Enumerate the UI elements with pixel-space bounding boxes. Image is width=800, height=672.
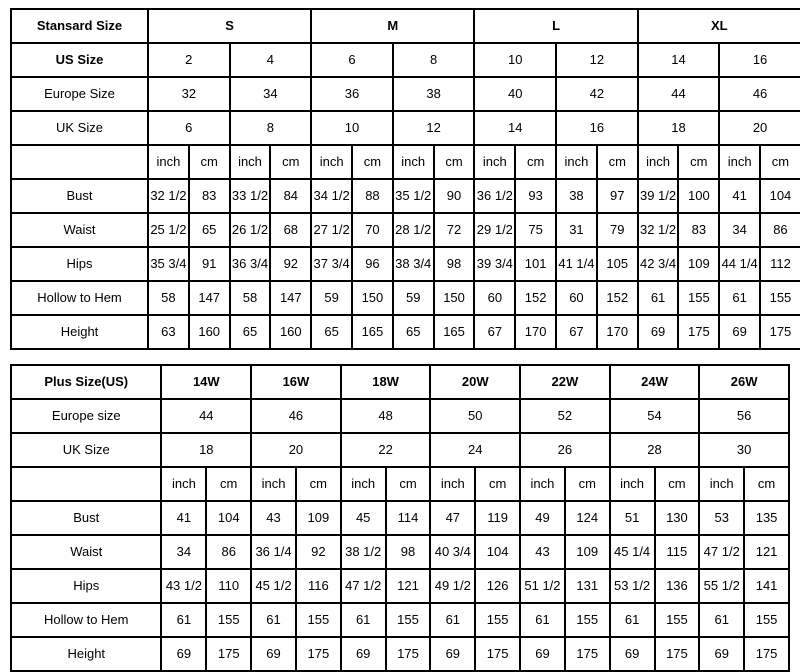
unit-cell-15: cm	[760, 145, 800, 179]
unit-cell-3: cm	[270, 145, 311, 179]
group-header-24w: 24W	[610, 365, 700, 399]
cell-plus-hips-0: 43 1/2	[161, 569, 206, 603]
cell-plus-uk-0: 18	[161, 433, 251, 467]
plus-unit-cell-2: inch	[251, 467, 296, 501]
cell-plus-bust-1: 104	[206, 501, 251, 535]
cell-waist-15: 86	[760, 213, 800, 247]
group-header-l: L	[474, 9, 637, 43]
unit-cell-11: cm	[597, 145, 638, 179]
unit-cell-14: inch	[719, 145, 760, 179]
unit-cell-6: inch	[393, 145, 434, 179]
unit-cell-10: inch	[556, 145, 597, 179]
unit-cell-0: inch	[148, 145, 189, 179]
plus-unit-cell-3: cm	[296, 467, 341, 501]
cell-plus-height-6: 69	[430, 637, 475, 671]
table-row	[11, 603, 789, 637]
row-label-europe-size: Europe Size	[11, 77, 148, 111]
cell-plus-hollow-8: 61	[520, 603, 565, 637]
table-row	[11, 399, 789, 433]
cell-plus-hips-1: 110	[206, 569, 251, 603]
cell-hips-15: 112	[760, 247, 800, 281]
cell-bust-13: 100	[678, 179, 719, 213]
cell-plus-hips-4: 47 1/2	[341, 569, 386, 603]
plus-size-table	[10, 364, 790, 672]
cell-plus-bust-3: 109	[296, 501, 341, 535]
cell-plus-uk-2: 22	[341, 433, 431, 467]
cell-us-size-5: 12	[556, 43, 638, 77]
table-row	[11, 315, 800, 349]
unit-cell-13: cm	[678, 145, 719, 179]
cell-plus-bust-9: 124	[565, 501, 610, 535]
cell-plus-uk-5: 28	[610, 433, 700, 467]
cell-hollow-4: 59	[311, 281, 352, 315]
cell-us-size-1: 4	[230, 43, 312, 77]
cell-plus-bust-12: 53	[699, 501, 744, 535]
cell-height-7: 165	[434, 315, 475, 349]
cell-hollow-3: 147	[270, 281, 311, 315]
cell-plus-hips-7: 126	[475, 569, 520, 603]
cell-plus-hollow-7: 155	[475, 603, 520, 637]
cell-plus-height-11: 175	[655, 637, 700, 671]
table-row-units	[11, 467, 789, 501]
cell-plus-height-2: 69	[251, 637, 296, 671]
cell-waist-1: 65	[189, 213, 230, 247]
cell-hollow-13: 155	[678, 281, 719, 315]
cell-waist-14: 34	[719, 213, 760, 247]
table-row	[11, 281, 800, 315]
cell-waist-13: 83	[678, 213, 719, 247]
row-label-plus-waist: Waist	[11, 535, 161, 569]
plus-unit-cell-4: inch	[341, 467, 386, 501]
cell-plus-hollow-5: 155	[386, 603, 431, 637]
cell-plus-waist-13: 121	[744, 535, 789, 569]
cell-plus-height-3: 175	[296, 637, 341, 671]
unit-row-blank-label	[11, 145, 148, 179]
group-header-m: M	[311, 9, 474, 43]
cell-plus-uk-4: 26	[520, 433, 610, 467]
cell-height-1: 160	[189, 315, 230, 349]
cell-us-size-7: 16	[719, 43, 800, 77]
cell-plus-hips-3: 116	[296, 569, 341, 603]
cell-waist-8: 29 1/2	[474, 213, 515, 247]
cell-plus-hips-2: 45 1/2	[251, 569, 296, 603]
cell-uk-size-6: 18	[638, 111, 720, 145]
cell-hips-1: 91	[189, 247, 230, 281]
row-label-plus-uk-size: UK Size	[11, 433, 161, 467]
cell-us-size-0: 2	[148, 43, 230, 77]
cell-bust-14: 41	[719, 179, 760, 213]
cell-plus-europe-0: 44	[161, 399, 251, 433]
plus-unit-cell-6: inch	[430, 467, 475, 501]
cell-uk-size-2: 10	[311, 111, 393, 145]
cell-hips-14: 44 1/4	[719, 247, 760, 281]
cell-plus-bust-7: 119	[475, 501, 520, 535]
cell-europe-size-6: 44	[638, 77, 720, 111]
row-label-hips: Hips	[11, 247, 148, 281]
plus-unit-cell-10: inch	[610, 467, 655, 501]
cell-height-2: 65	[230, 315, 271, 349]
cell-hips-11: 105	[597, 247, 638, 281]
cell-hips-3: 92	[270, 247, 311, 281]
cell-europe-size-3: 38	[393, 77, 475, 111]
table-row	[11, 433, 789, 467]
cell-europe-size-1: 34	[230, 77, 312, 111]
cell-bust-8: 36 1/2	[474, 179, 515, 213]
table-row	[11, 535, 789, 569]
table-row	[11, 111, 800, 145]
cell-uk-size-4: 14	[474, 111, 556, 145]
cell-hollow-15: 155	[760, 281, 800, 315]
cell-height-4: 65	[311, 315, 352, 349]
cell-bust-4: 34 1/2	[311, 179, 352, 213]
cell-plus-hollow-0: 61	[161, 603, 206, 637]
cell-bust-15: 104	[760, 179, 800, 213]
cell-plus-hips-12: 55 1/2	[699, 569, 744, 603]
cell-plus-hollow-1: 155	[206, 603, 251, 637]
cell-plus-bust-5: 114	[386, 501, 431, 535]
cell-plus-hips-9: 131	[565, 569, 610, 603]
cell-plus-height-0: 69	[161, 637, 206, 671]
cell-plus-europe-1: 46	[251, 399, 341, 433]
unit-cell-5: cm	[352, 145, 393, 179]
table-row	[11, 43, 800, 77]
cell-uk-size-1: 8	[230, 111, 312, 145]
cell-bust-2: 33 1/2	[230, 179, 271, 213]
plus-unit-cell-13: cm	[744, 467, 789, 501]
table-row	[11, 77, 800, 111]
table-row	[11, 213, 800, 247]
group-header-22w: 22W	[520, 365, 610, 399]
cell-bust-3: 84	[270, 179, 311, 213]
row-label-plus-bust: Bust	[11, 501, 161, 535]
cell-waist-11: 79	[597, 213, 638, 247]
unit-cell-12: inch	[638, 145, 679, 179]
cell-waist-5: 70	[352, 213, 393, 247]
cell-hollow-6: 59	[393, 281, 434, 315]
cell-hollow-11: 152	[597, 281, 638, 315]
cell-hollow-14: 61	[719, 281, 760, 315]
cell-plus-uk-6: 30	[699, 433, 789, 467]
cell-plus-hips-8: 51 1/2	[520, 569, 565, 603]
cell-height-9: 170	[515, 315, 556, 349]
cell-uk-size-5: 16	[556, 111, 638, 145]
row-label-us-size: US Size	[11, 43, 148, 77]
cell-plus-waist-12: 47 1/2	[699, 535, 744, 569]
cell-plus-waist-8: 43	[520, 535, 565, 569]
cell-hollow-0: 58	[148, 281, 189, 315]
cell-hips-0: 35 3/4	[148, 247, 189, 281]
cell-bust-0: 32 1/2	[148, 179, 189, 213]
cell-uk-size-0: 6	[148, 111, 230, 145]
cell-plus-hollow-11: 155	[655, 603, 700, 637]
cell-height-14: 69	[719, 315, 760, 349]
cell-hollow-10: 60	[556, 281, 597, 315]
unit-cell-9: cm	[515, 145, 556, 179]
cell-plus-waist-1: 86	[206, 535, 251, 569]
group-header-14w: 14W	[161, 365, 251, 399]
table-row	[11, 247, 800, 281]
cell-plus-height-1: 175	[206, 637, 251, 671]
cell-plus-hips-5: 121	[386, 569, 431, 603]
cell-plus-waist-0: 34	[161, 535, 206, 569]
unit-cell-4: inch	[311, 145, 352, 179]
cell-bust-11: 97	[597, 179, 638, 213]
cell-plus-waist-3: 92	[296, 535, 341, 569]
cell-height-3: 160	[270, 315, 311, 349]
cell-waist-3: 68	[270, 213, 311, 247]
cell-height-15: 175	[760, 315, 800, 349]
cell-plus-waist-4: 38 1/2	[341, 535, 386, 569]
cell-bust-9: 93	[515, 179, 556, 213]
cell-plus-height-8: 69	[520, 637, 565, 671]
plus-unit-cell-1: cm	[206, 467, 251, 501]
cell-plus-europe-4: 52	[520, 399, 610, 433]
standard-size-table	[10, 8, 800, 350]
cell-europe-size-5: 42	[556, 77, 638, 111]
cell-plus-hips-10: 53 1/2	[610, 569, 655, 603]
cell-plus-height-10: 69	[610, 637, 655, 671]
cell-hips-6: 38 3/4	[393, 247, 434, 281]
cell-height-5: 165	[352, 315, 393, 349]
cell-waist-2: 26 1/2	[230, 213, 271, 247]
cell-plus-bust-8: 49	[520, 501, 565, 535]
unit-cell-7: cm	[434, 145, 475, 179]
standard-header-label: Stansard Size	[11, 9, 148, 43]
cell-plus-waist-10: 45 1/4	[610, 535, 655, 569]
cell-us-size-2: 6	[311, 43, 393, 77]
table-row	[11, 365, 789, 399]
row-label-bust: Bust	[11, 179, 148, 213]
plus-unit-cell-7: cm	[475, 467, 520, 501]
plus-unit-row-blank-label	[11, 467, 161, 501]
cell-us-size-6: 14	[638, 43, 720, 77]
group-header-s: S	[148, 9, 311, 43]
group-header-xl: XL	[638, 9, 800, 43]
cell-waist-9: 75	[515, 213, 556, 247]
row-label-hollow-to-hem: Hollow to Hem	[11, 281, 148, 315]
plus-unit-cell-5: cm	[386, 467, 431, 501]
cell-plus-europe-2: 48	[341, 399, 431, 433]
plus-unit-cell-0: inch	[161, 467, 206, 501]
cell-us-size-3: 8	[393, 43, 475, 77]
cell-plus-uk-3: 24	[430, 433, 520, 467]
cell-plus-height-13: 175	[744, 637, 789, 671]
table-row	[11, 501, 789, 535]
cell-plus-waist-9: 109	[565, 535, 610, 569]
cell-waist-4: 27 1/2	[311, 213, 352, 247]
row-label-plus-hollow-to-hem: Hollow to Hem	[11, 603, 161, 637]
cell-plus-bust-11: 130	[655, 501, 700, 535]
cell-waist-7: 72	[434, 213, 475, 247]
cell-europe-size-7: 46	[719, 77, 800, 111]
cell-hollow-7: 150	[434, 281, 475, 315]
cell-bust-7: 90	[434, 179, 475, 213]
cell-plus-height-9: 175	[565, 637, 610, 671]
cell-plus-hips-13: 141	[744, 569, 789, 603]
cell-plus-waist-7: 104	[475, 535, 520, 569]
cell-plus-waist-11: 115	[655, 535, 700, 569]
group-header-20w: 20W	[430, 365, 520, 399]
row-label-waist: Waist	[11, 213, 148, 247]
cell-height-6: 65	[393, 315, 434, 349]
cell-plus-europe-6: 56	[699, 399, 789, 433]
cell-plus-waist-2: 36 1/4	[251, 535, 296, 569]
cell-uk-size-3: 12	[393, 111, 475, 145]
cell-height-13: 175	[678, 315, 719, 349]
plus-unit-cell-11: cm	[655, 467, 700, 501]
cell-plus-height-5: 175	[386, 637, 431, 671]
cell-hollow-1: 147	[189, 281, 230, 315]
group-header-16w: 16W	[251, 365, 341, 399]
cell-hips-7: 98	[434, 247, 475, 281]
cell-hips-9: 101	[515, 247, 556, 281]
cell-waist-10: 31	[556, 213, 597, 247]
group-header-26w: 26W	[699, 365, 789, 399]
cell-hollow-8: 60	[474, 281, 515, 315]
cell-plus-bust-0: 41	[161, 501, 206, 535]
cell-waist-12: 32 1/2	[638, 213, 679, 247]
cell-europe-size-4: 40	[474, 77, 556, 111]
table-row	[11, 9, 800, 43]
plus-unit-cell-8: inch	[520, 467, 565, 501]
group-header-18w: 18W	[341, 365, 431, 399]
cell-plus-waist-5: 98	[386, 535, 431, 569]
cell-hips-12: 42 3/4	[638, 247, 679, 281]
plus-unit-cell-9: cm	[565, 467, 610, 501]
cell-plus-height-12: 69	[699, 637, 744, 671]
cell-hips-4: 37 3/4	[311, 247, 352, 281]
cell-plus-hollow-2: 61	[251, 603, 296, 637]
cell-height-8: 67	[474, 315, 515, 349]
cell-plus-hollow-12: 61	[699, 603, 744, 637]
cell-bust-6: 35 1/2	[393, 179, 434, 213]
cell-hollow-9: 152	[515, 281, 556, 315]
cell-bust-10: 38	[556, 179, 597, 213]
cell-plus-hips-6: 49 1/2	[430, 569, 475, 603]
cell-hips-8: 39 3/4	[474, 247, 515, 281]
cell-plus-height-7: 175	[475, 637, 520, 671]
cell-plus-bust-4: 45	[341, 501, 386, 535]
cell-plus-hollow-9: 155	[565, 603, 610, 637]
row-label-plus-height: Height	[11, 637, 161, 671]
cell-plus-europe-5: 54	[610, 399, 700, 433]
cell-height-11: 170	[597, 315, 638, 349]
cell-plus-bust-6: 47	[430, 501, 475, 535]
cell-waist-0: 25 1/2	[148, 213, 189, 247]
cell-hips-2: 36 3/4	[230, 247, 271, 281]
cell-plus-europe-3: 50	[430, 399, 520, 433]
cell-plus-bust-2: 43	[251, 501, 296, 535]
plus-unit-cell-12: inch	[699, 467, 744, 501]
cell-plus-bust-10: 51	[610, 501, 655, 535]
cell-hips-5: 96	[352, 247, 393, 281]
row-label-plus-europe-size: Europe size	[11, 399, 161, 433]
row-label-uk-size: UK Size	[11, 111, 148, 145]
cell-hollow-5: 150	[352, 281, 393, 315]
row-label-height: Height	[11, 315, 148, 349]
cell-hollow-2: 58	[230, 281, 271, 315]
cell-waist-6: 28 1/2	[393, 213, 434, 247]
cell-bust-12: 39 1/2	[638, 179, 679, 213]
cell-plus-hollow-6: 61	[430, 603, 475, 637]
cell-plus-waist-6: 40 3/4	[430, 535, 475, 569]
table-row	[11, 637, 789, 671]
cell-plus-hips-11: 136	[655, 569, 700, 603]
cell-plus-hollow-10: 61	[610, 603, 655, 637]
cell-hips-10: 41 1/4	[556, 247, 597, 281]
unit-cell-2: inch	[230, 145, 271, 179]
row-label-plus-hips: Hips	[11, 569, 161, 603]
cell-europe-size-2: 36	[311, 77, 393, 111]
plus-header-label: Plus Size(US)	[11, 365, 161, 399]
cell-height-0: 63	[148, 315, 189, 349]
cell-height-10: 67	[556, 315, 597, 349]
cell-bust-1: 83	[189, 179, 230, 213]
cell-plus-hollow-4: 61	[341, 603, 386, 637]
cell-us-size-4: 10	[474, 43, 556, 77]
cell-hollow-12: 61	[638, 281, 679, 315]
table-row	[11, 569, 789, 603]
cell-bust-5: 88	[352, 179, 393, 213]
cell-europe-size-0: 32	[148, 77, 230, 111]
cell-plus-hollow-3: 155	[296, 603, 341, 637]
unit-cell-1: cm	[189, 145, 230, 179]
cell-height-12: 69	[638, 315, 679, 349]
cell-hips-13: 109	[678, 247, 719, 281]
cell-uk-size-7: 20	[719, 111, 800, 145]
cell-plus-bust-13: 135	[744, 501, 789, 535]
cell-plus-height-4: 69	[341, 637, 386, 671]
table-row-units	[11, 145, 800, 179]
unit-cell-8: inch	[474, 145, 515, 179]
table-row	[11, 179, 800, 213]
cell-plus-hollow-13: 155	[744, 603, 789, 637]
cell-plus-uk-1: 20	[251, 433, 341, 467]
